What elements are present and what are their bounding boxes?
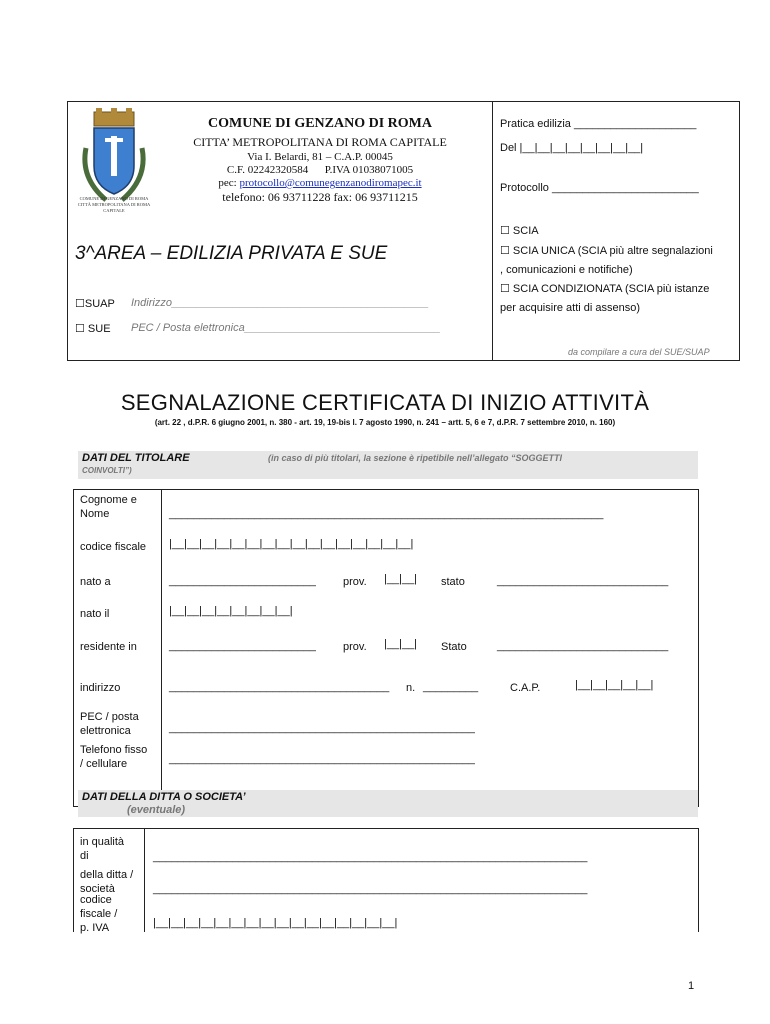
titolare-note-cont: COINVOLTI”) <box>82 466 132 475</box>
office-use-note: da compilare a cura del SUE/SUAP <box>568 347 710 357</box>
suap-address-field[interactable]: Indirizzo__________________________________________ <box>131 297 429 309</box>
ditta-heading: DATI DELLA DITTA O SOCIETA’ <box>82 791 246 803</box>
tax-ids: C.F. 02242320584 P.IVA 01038071005 <box>226 164 414 176</box>
sue-checkbox[interactable]: ☐ SUE <box>75 323 111 335</box>
phone-fax: telefono: 06 93711228 fax: 06 93711215 <box>222 190 418 204</box>
stato2-input[interactable]: ____________________________ <box>497 640 669 652</box>
titolare-label-column-divider <box>161 489 162 806</box>
nato-il-label: nato il <box>80 608 110 620</box>
numero-label: n. <box>406 682 416 694</box>
stato2-label: Stato <box>441 641 467 653</box>
residente-input[interactable]: ________________________ <box>169 640 316 652</box>
option-scia-unica[interactable]: ☐ SCIA UNICA (SCIA più altre segnalazioni <box>500 245 713 257</box>
option-scia[interactable]: ☐ SCIA <box>500 225 539 237</box>
ditta-label: della ditta / società <box>80 869 134 895</box>
document-title: SEGNALAZIONE CERTIFICATA DI INIZIO ATTIVITÀ <box>120 390 650 415</box>
prov-input[interactable]: |__|__| <box>384 573 418 585</box>
pec-input[interactable]: __________________________________________________ <box>169 722 475 734</box>
residente-label: residente in <box>80 641 137 653</box>
prov2-input[interactable]: |__|__| <box>384 638 418 650</box>
prov-label: prov. <box>343 576 367 588</box>
del-date-field[interactable]: Del |__|__|__|__|__|__|__|__| <box>500 142 644 154</box>
option-scia-condizionata-cont: per acquisire atti di assenso) <box>500 302 641 314</box>
pec-label: pec: <box>218 177 240 189</box>
codice-fiscale-label: codice fiscale <box>80 541 147 553</box>
metro-city-name: CITTA’ METROPOLITANA DI ROMA CAPITALE <box>193 135 447 149</box>
numero-input[interactable]: _________ <box>423 681 479 693</box>
indirizzo-label: indirizzo <box>80 682 121 694</box>
page-number: 1 <box>688 980 695 992</box>
titolare-note: (in caso di più titolari, la sezione è ripetibile nell’allegato “SOGGETTI <box>268 453 563 463</box>
page-cut-mask <box>0 932 770 962</box>
ditta-input[interactable]: _______________________________________________________________________ <box>153 883 588 895</box>
cap-label: C.A.P. <box>510 682 541 694</box>
header-divider <box>492 101 493 360</box>
protocollo-field[interactable]: Protocollo ________________________ <box>500 182 699 194</box>
prov2-label: prov. <box>343 641 367 653</box>
titolare-heading: DATI DEL TITOLARE <box>82 452 190 464</box>
municipality-address: Via I. Belardi, 81 – C.A.P. 00045 <box>247 151 393 163</box>
crest-caption: COMUNE DI GENZANO DI ROMA CITTÀ METROPOLITANA DI ROMA CAPITALE <box>77 196 151 213</box>
cognome-input[interactable]: _______________________________________________________________________ <box>169 508 604 520</box>
stato-input[interactable]: ____________________________ <box>497 575 669 587</box>
qualita-label: in qualità di <box>80 836 125 862</box>
pratica-edilizia-field[interactable]: Pratica edilizia ____________________ <box>500 118 697 130</box>
ditta-label-column-divider <box>144 828 145 932</box>
municipality-name: COMUNE DI GENZANO DI ROMA <box>208 116 432 131</box>
cognome-label: Cognome e Nome <box>80 494 137 520</box>
pec-email-link[interactable]: protocollo@comunegenzanodiromapec.it <box>239 177 422 189</box>
indirizzo-input[interactable]: ____________________________________ <box>169 681 390 693</box>
stato-label: stato <box>441 576 465 588</box>
telefono-label: Telefono fisso / cellulare <box>80 744 148 770</box>
codice-label: codice fiscale / p. IVA <box>80 894 118 934</box>
sue-pec-field[interactable]: PEC / Posta elettronica________________________________ <box>131 322 441 334</box>
codice-fiscale-input[interactable]: |__|__|__|__|__|__|__|__|__|__|__|__|__|__|__|__| <box>169 538 414 550</box>
codice-input[interactable]: |__|__|__|__|__|__|__|__|__|__|__|__|__|__|__|__| <box>153 917 398 929</box>
nato-a-label: nato a <box>80 576 111 588</box>
option-scia-unica-cont: , comunicazioni e notifiche) <box>500 264 633 276</box>
qualita-input[interactable]: _______________________________________________________________________ <box>153 851 588 863</box>
nato-il-input[interactable]: |__|__|__|__|__|__|__|__| <box>169 605 293 617</box>
area-title: 3^AREA – EDILIZIA PRIVATA E SUE <box>75 243 388 264</box>
pec-line <box>160 177 480 189</box>
cap-input[interactable]: |__|__|__|__|__| <box>575 679 654 691</box>
pec-label: PEC / posta elettronica <box>80 711 139 737</box>
ditta-sub: (eventuale) <box>127 804 186 816</box>
nato-a-input[interactable]: ________________________ <box>169 575 316 587</box>
telefono-input[interactable]: __________________________________________________ <box>169 753 475 765</box>
suap-checkbox[interactable]: ☐SUAP <box>75 298 115 310</box>
legal-references: (art. 22 , d.P.R. 6 giugno 2001, n. 380 - art. 19, 19-bis l. 7 agosto 1990, n. 241 – artt. 5, 6 e 7, d.P.R. 7 settembre 2010, n. 160) <box>154 418 616 427</box>
option-scia-condizionata[interactable]: ☐ SCIA CONDIZIONATA (SCIA più istanze <box>500 283 710 295</box>
